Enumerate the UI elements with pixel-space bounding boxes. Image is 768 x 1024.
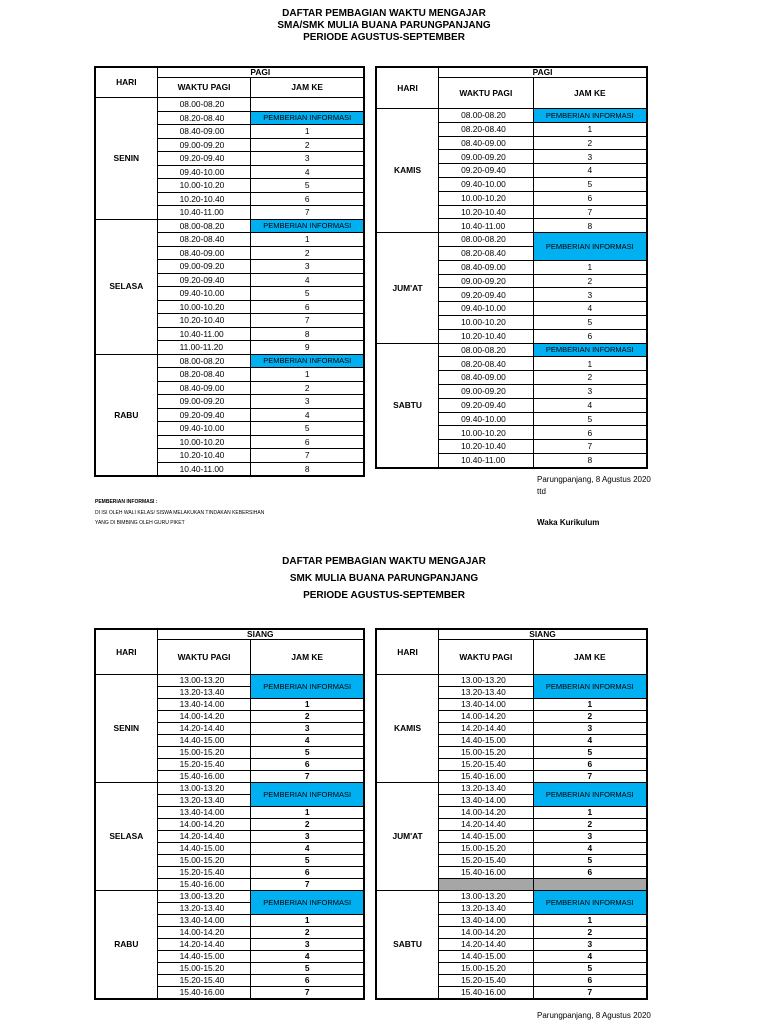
info-cell: PEMBERIAN INFORMASI [251, 111, 364, 125]
time-slot: 09.20-09.40 [439, 164, 534, 178]
jam-ke: 4 [251, 951, 364, 963]
shift-label: SIANG [157, 630, 363, 640]
shift-label: SIANG [439, 630, 647, 640]
day-name: KAMIS [377, 109, 439, 233]
time-slot: 15.40-16.00 [157, 771, 251, 783]
table-row [96, 219, 364, 233]
jam-ke: 7 [533, 205, 646, 219]
time-slot: 08.40-09.00 [157, 381, 251, 395]
time-slot: 14.40-15.00 [157, 843, 251, 855]
time-slot: 13.20-13.40 [157, 903, 251, 915]
jam-ke: 6 [251, 300, 364, 314]
time-slot: 09.40-10.00 [157, 165, 251, 179]
table-row [96, 98, 364, 112]
time-slot: 15.00-15.20 [439, 963, 534, 975]
jam-ke: 2 [251, 819, 364, 831]
time-slot: 14.40-15.00 [157, 735, 251, 747]
title-line: PERIODE AGUSTUS-SEPTEMBER [303, 590, 465, 601]
time-slot: 15.20-15.40 [157, 975, 251, 987]
jam-ke: 6 [533, 867, 646, 879]
time-slot: 10.20-10.40 [439, 329, 534, 343]
jam-ke: 3 [251, 939, 364, 951]
table-row [377, 343, 647, 357]
info-cell: PEMBERIAN INFORMASI [533, 891, 646, 915]
title-line: SMK MULIA BUANA PARUNGPANJANG [289, 573, 479, 584]
time-slot: 08.20-08.40 [439, 122, 534, 136]
time-slot: 08.20-08.40 [157, 233, 251, 247]
time-slot: 15.00-15.20 [439, 747, 534, 759]
time-slot: 09.20-09.40 [157, 273, 251, 287]
schedule-table [95, 629, 364, 999]
time-slot: 14.00-14.20 [157, 927, 251, 939]
jam-ke: 3 [533, 939, 646, 951]
waktu-header: WAKTU PAGI [157, 77, 251, 97]
table-row [377, 109, 647, 123]
jam-header: JAM KE [251, 77, 364, 97]
time-slot: 15.20-15.40 [157, 759, 251, 771]
time-slot: 14.20-14.40 [439, 723, 534, 735]
waktu-header: WAKTU PAGI [439, 639, 534, 674]
time-slot: 10.00-10.20 [439, 315, 534, 329]
doc-title-2 [0, 553, 768, 604]
time-slot: 10.20-10.40 [157, 449, 251, 463]
time-slot: 15.40-16.00 [439, 867, 534, 879]
jam-ke: 6 [533, 426, 646, 440]
time-slot: 09.00-09.20 [439, 274, 534, 288]
jam-header: JAM KE [533, 77, 646, 108]
day-name: JUM'AT [377, 783, 439, 891]
day-name: RABU [96, 891, 158, 999]
time-slot: 14.40-15.00 [439, 831, 534, 843]
note-line: YANG DI BIMBING OLEH GURU PIKET [95, 520, 185, 526]
jam-ke: 2 [533, 136, 646, 150]
waktu-header: WAKTU PAGI [157, 639, 251, 674]
time-slot: 10.40-11.00 [157, 327, 251, 341]
jam-ke: 1 [533, 807, 646, 819]
time-slot: 14.20-14.40 [157, 939, 251, 951]
time-slot: 13.00-13.20 [157, 891, 251, 903]
time-slot: 08.40-09.00 [439, 260, 534, 274]
jam-ke: 5 [533, 855, 646, 867]
jam-ke: 5 [533, 412, 646, 426]
time-slot: 10.20-10.40 [157, 314, 251, 328]
time-slot: 13.00-13.20 [439, 675, 534, 687]
jam-ke: 6 [533, 191, 646, 205]
jam-cell [251, 98, 364, 112]
jam-ke: 6 [251, 192, 364, 206]
time-slot: 09.00-09.20 [157, 260, 251, 274]
time-slot: 09.40-10.00 [439, 412, 534, 426]
time-slot: 10.20-10.40 [439, 205, 534, 219]
time-slot: 15.00-15.20 [157, 747, 251, 759]
jam-ke: 3 [533, 288, 646, 302]
info-cell: PEMBERIAN INFORMASI [533, 783, 646, 807]
jam-ke: 5 [533, 177, 646, 191]
jam-ke: 8 [251, 327, 364, 341]
jam-ke: 5 [251, 179, 364, 193]
jam-ke: 6 [251, 975, 364, 987]
signature-place-date: Parungpanjang, 8 Agustus 2020 [537, 1011, 651, 1020]
time-slot: 10.00-10.20 [157, 300, 251, 314]
time-slot: 14.40-15.00 [439, 951, 534, 963]
time-slot: 08.00-08.20 [157, 219, 251, 233]
jam-ke: 6 [533, 329, 646, 343]
day-name: SELASA [96, 783, 158, 891]
header-row [377, 630, 647, 640]
time-slot: 10.20-10.40 [439, 440, 534, 454]
time-slot: 13.00-13.20 [439, 891, 534, 903]
note-line: DI ISI OLEH WALI KELAS/ SISWA MELAKUKAN TINDAKAN KEBERSIHAN [95, 510, 265, 516]
time-slot: 09.40-10.00 [439, 302, 534, 316]
jam-ke: 4 [251, 408, 364, 422]
hari-header: HARI [96, 630, 158, 675]
jam-ke: 7 [251, 987, 364, 999]
time-slot: 14.00-14.20 [439, 711, 534, 723]
time-slot: 08.00-08.20 [439, 343, 534, 357]
jam-ke: 6 [251, 435, 364, 449]
time-slot: 15.40-16.00 [157, 879, 251, 891]
time-slot: 15.20-15.40 [157, 867, 251, 879]
time-slot: 09.00-09.20 [157, 395, 251, 409]
time-slot: 08.40-09.00 [439, 136, 534, 150]
jam-ke: 3 [251, 831, 364, 843]
jam-ke: 4 [533, 398, 646, 412]
time-slot: 10.00-10.20 [157, 435, 251, 449]
header-row [377, 68, 647, 78]
time-slot: 15.20-15.40 [439, 759, 534, 771]
waktu-header: WAKTU PAGI [439, 77, 534, 108]
jam-ke: 3 [251, 260, 364, 274]
time-slot: 09.00-09.20 [157, 138, 251, 152]
jam-ke: 6 [251, 867, 364, 879]
jam-ke: 5 [251, 855, 364, 867]
time-slot: 13.20-13.40 [439, 687, 534, 699]
jam-header: JAM KE [533, 639, 646, 674]
time-slot: 08.00-08.20 [157, 98, 251, 112]
info-cell: PEMBERIAN INFORMASI [533, 233, 646, 261]
time-slot: 08.40-09.00 [157, 125, 251, 139]
time-slot: 15.00-15.20 [439, 843, 534, 855]
info-cell: PEMBERIAN INFORMASI [533, 343, 646, 357]
header-row [96, 630, 364, 640]
jam-ke: 2 [533, 711, 646, 723]
jam-ke: 5 [251, 963, 364, 975]
title-line: DAFTAR PEMBAGIAN WAKTU MENGAJAR [282, 556, 486, 567]
day-name: SABTU [377, 343, 439, 467]
time-slot: 15.00-15.20 [157, 963, 251, 975]
signature-place-date: Parungpanjang, 8 Agustus 2020 [537, 475, 651, 484]
empty-cell [533, 879, 646, 891]
jam-ke: 3 [533, 831, 646, 843]
table-row [96, 354, 364, 368]
day-name: SENIN [96, 98, 158, 220]
jam-ke: 5 [533, 963, 646, 975]
time-slot: 10.40-11.00 [157, 462, 251, 476]
time-slot: 09.00-09.20 [439, 384, 534, 398]
jam-ke: 3 [251, 395, 364, 409]
jam-ke: 3 [533, 723, 646, 735]
time-slot: 14.00-14.20 [157, 819, 251, 831]
jam-ke: 2 [533, 927, 646, 939]
shift-label: PAGI [439, 68, 647, 78]
time-slot: 08.40-09.00 [439, 371, 534, 385]
info-cell: PEMBERIAN INFORMASI [533, 109, 646, 123]
table-row [377, 233, 647, 247]
jam-ke: 4 [533, 843, 646, 855]
time-slot: 13.20-13.40 [157, 687, 251, 699]
time-slot: 13.40-14.00 [157, 699, 251, 711]
time-slot: 14.20-14.40 [439, 819, 534, 831]
info-cell: PEMBERIAN INFORMASI [251, 354, 364, 368]
time-slot: 14.00-14.20 [439, 807, 534, 819]
time-slot: 14.20-14.40 [439, 939, 534, 951]
time-slot: 15.40-16.00 [439, 771, 534, 783]
time-slot: 10.00-10.20 [439, 191, 534, 205]
jam-ke: 9 [251, 341, 364, 355]
info-cell: PEMBERIAN INFORMASI [251, 219, 364, 233]
schedule-table [376, 629, 647, 999]
jam-ke: 5 [251, 287, 364, 301]
time-slot: 08.20-08.40 [157, 368, 251, 382]
table-row [377, 783, 647, 795]
jam-ke: 2 [251, 246, 364, 260]
title-line: PERIODE AGUSTUS-SEPTEMBER [303, 32, 465, 43]
jam-ke: 3 [533, 150, 646, 164]
jam-ke: 6 [533, 759, 646, 771]
jam-ke: 4 [251, 165, 364, 179]
time-slot: 13.40-14.00 [439, 915, 534, 927]
day-name: SELASA [96, 219, 158, 354]
time-slot: 13.40-14.00 [439, 795, 534, 807]
time-slot: 15.20-15.40 [439, 975, 534, 987]
jam-ke: 2 [251, 138, 364, 152]
jam-ke: 2 [251, 927, 364, 939]
day-name: JUM'AT [377, 233, 439, 343]
time-slot: 14.40-15.00 [439, 735, 534, 747]
time-slot: 08.00-08.20 [439, 109, 534, 123]
jam-ke: 6 [533, 975, 646, 987]
time-slot: 13.40-14.00 [157, 915, 251, 927]
time-slot: 09.40-10.00 [157, 287, 251, 301]
jam-header: JAM KE [251, 639, 364, 674]
time-slot: 13.20-13.40 [157, 795, 251, 807]
time-slot: 13.40-14.00 [157, 807, 251, 819]
time-slot: 11.00-11.20 [157, 341, 251, 355]
time-slot: 13.20-13.40 [439, 783, 534, 795]
jam-ke: 7 [251, 879, 364, 891]
time-slot: 08.00-08.20 [157, 354, 251, 368]
info-cell: PEMBERIAN INFORMASI [251, 891, 364, 915]
info-cell: PEMBERIAN INFORMASI [533, 675, 646, 699]
jam-ke: 8 [533, 219, 646, 233]
doc-title-1 [0, 8, 768, 44]
jam-ke: 1 [533, 699, 646, 711]
time-slot: 14.20-14.40 [157, 831, 251, 843]
time-slot: 10.00-10.20 [439, 426, 534, 440]
table-row [96, 783, 364, 795]
signature-role: Waka Kurikulum [537, 518, 600, 527]
jam-ke: 4 [533, 164, 646, 178]
time-slot: 14.20-14.40 [157, 723, 251, 735]
jam-ke: 1 [251, 699, 364, 711]
time-slot: 15.20-15.40 [439, 855, 534, 867]
jam-ke: 4 [533, 735, 646, 747]
time-slot: 14.00-14.20 [157, 711, 251, 723]
note-heading: PEMBERIAN INFORMASI : [95, 499, 158, 505]
empty-cell [439, 879, 534, 891]
jam-ke: 2 [251, 381, 364, 395]
time-slot: 09.40-10.00 [439, 177, 534, 191]
schedule-table [95, 67, 364, 476]
jam-ke: 1 [251, 233, 364, 247]
jam-ke: 2 [533, 274, 646, 288]
time-slot: 09.20-09.40 [439, 398, 534, 412]
time-slot: 09.20-09.40 [157, 408, 251, 422]
jam-ke: 3 [533, 384, 646, 398]
jam-ke: 7 [533, 771, 646, 783]
title-line: DAFTAR PEMBAGIAN WAKTU MENGAJAR [282, 8, 486, 19]
time-slot: 08.20-08.40 [439, 246, 534, 260]
table-row [377, 891, 647, 903]
signature-ttd: ttd [537, 487, 546, 496]
jam-ke: 4 [251, 273, 364, 287]
time-slot: 10.40-11.00 [439, 453, 534, 467]
jam-ke: 7 [251, 314, 364, 328]
jam-ke: 1 [251, 915, 364, 927]
jam-ke: 5 [533, 315, 646, 329]
jam-ke: 1 [533, 915, 646, 927]
time-slot: 14.00-14.20 [439, 927, 534, 939]
jam-ke: 1 [533, 122, 646, 136]
jam-ke: 8 [251, 462, 364, 476]
time-slot: 10.40-11.00 [439, 219, 534, 233]
jam-ke: 5 [251, 422, 364, 436]
header-row [96, 68, 364, 78]
jam-ke: 7 [251, 206, 364, 220]
jam-ke: 2 [251, 711, 364, 723]
jam-ke: 4 [251, 735, 364, 747]
schedule-table [376, 67, 647, 468]
table-row [377, 675, 647, 687]
jam-ke: 7 [251, 449, 364, 463]
jam-ke: 7 [251, 771, 364, 783]
time-slot: 15.00-15.20 [157, 855, 251, 867]
time-slot: 08.20-08.40 [439, 357, 534, 371]
time-slot: 08.40-09.00 [157, 246, 251, 260]
time-slot: 08.00-08.20 [439, 233, 534, 247]
hari-header: HARI [377, 68, 439, 109]
jam-ke: 2 [533, 371, 646, 385]
time-slot: 10.40-11.00 [157, 206, 251, 220]
time-slot: 15.40-16.00 [439, 987, 534, 999]
time-slot: 14.40-15.00 [157, 951, 251, 963]
time-slot: 10.20-10.40 [157, 192, 251, 206]
jam-ke: 1 [251, 125, 364, 139]
jam-ke: 3 [251, 723, 364, 735]
jam-ke: 6 [251, 759, 364, 771]
shift-label: PAGI [157, 68, 363, 78]
jam-ke: 4 [251, 843, 364, 855]
day-name: SENIN [96, 675, 158, 783]
time-slot: 09.40-10.00 [157, 422, 251, 436]
title-line: SMA/SMK MULIA BUANA PARUNGPANJANG [277, 20, 491, 31]
time-slot: 13.20-13.40 [439, 903, 534, 915]
hari-header: HARI [96, 68, 158, 98]
jam-ke: 3 [251, 152, 364, 166]
info-cell: PEMBERIAN INFORMASI [251, 783, 364, 807]
day-name: KAMIS [377, 675, 439, 783]
time-slot: 09.20-09.40 [439, 288, 534, 302]
jam-ke: 2 [533, 819, 646, 831]
time-slot: 13.40-14.00 [439, 699, 534, 711]
time-slot: 13.00-13.20 [157, 783, 251, 795]
info-cell: PEMBERIAN INFORMASI [251, 675, 364, 699]
jam-ke: 7 [533, 987, 646, 999]
time-slot: 10.00-10.20 [157, 179, 251, 193]
day-name: SABTU [377, 891, 439, 999]
hari-header: HARI [377, 630, 439, 675]
jam-ke: 4 [533, 951, 646, 963]
time-slot: 15.40-16.00 [157, 987, 251, 999]
jam-ke: 1 [251, 807, 364, 819]
time-slot: 09.20-09.40 [157, 152, 251, 166]
jam-ke: 1 [251, 368, 364, 382]
time-slot: 09.00-09.20 [439, 150, 534, 164]
time-slot: 08.20-08.40 [157, 111, 251, 125]
jam-ke: 8 [533, 453, 646, 467]
jam-ke: 5 [251, 747, 364, 759]
jam-ke: 1 [533, 357, 646, 371]
time-slot: 13.00-13.20 [157, 675, 251, 687]
day-name: RABU [96, 354, 158, 476]
jam-ke: 1 [533, 260, 646, 274]
jam-ke: 4 [533, 302, 646, 316]
table-row [96, 675, 364, 687]
table-row [96, 891, 364, 903]
jam-ke: 7 [533, 440, 646, 454]
jam-ke: 5 [533, 747, 646, 759]
